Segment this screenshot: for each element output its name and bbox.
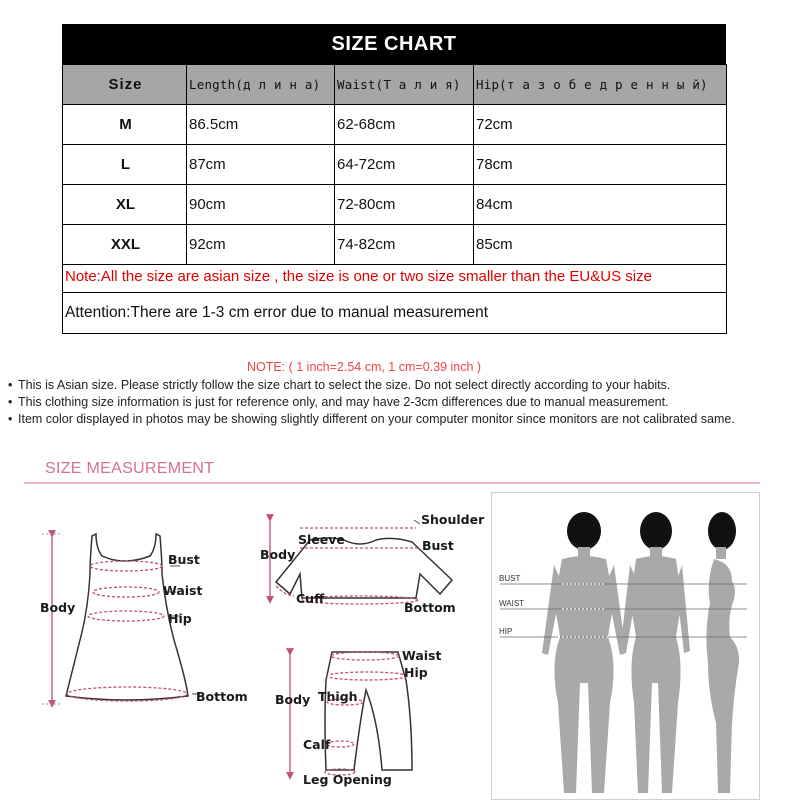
- inch-conversion-note: NOTE: ( 1 inch=2.54 cm, 1 cm=0.39 inch ): [246, 360, 482, 374]
- pants-thigh-label: Thigh: [318, 689, 358, 704]
- cell-hip: 85cm: [474, 225, 727, 265]
- cell-length: 86.5cm: [187, 105, 335, 145]
- attention-note: Attention:There are 1-3 cm error due to manual measurement: [63, 293, 727, 334]
- cell-waist: 64-72cm: [335, 145, 474, 185]
- side-silhouette: [706, 512, 739, 793]
- cell-size: XXL: [63, 225, 187, 265]
- pants-body-label: Body: [275, 692, 311, 707]
- dress-bottom-label: Bottom: [196, 689, 248, 704]
- header-length: Length(д л и н а): [187, 65, 335, 105]
- pants-illustration: [290, 652, 412, 776]
- top-cuff-label: Cuff: [296, 591, 325, 606]
- front-silhouette: [542, 512, 626, 793]
- top-bust-label: Bust: [422, 538, 454, 553]
- bullet-item: • Item color displayed in photos may be showing slightly different on your computer monitor since monitors are not calibrated same.: [8, 411, 788, 428]
- cell-length: 92cm: [187, 225, 335, 265]
- cell-hip: 72cm: [474, 105, 727, 145]
- cell-hip: 84cm: [474, 185, 727, 225]
- pants-leg-opening-label: Leg Opening: [303, 772, 392, 787]
- cell-length: 90cm: [187, 185, 335, 225]
- header-size: Size: [63, 65, 187, 105]
- cell-waist: 62-68cm: [335, 105, 474, 145]
- dress-waist-label: Waist: [163, 583, 203, 598]
- pants-hip-label: Hip: [404, 665, 428, 680]
- chart-title: SIZE CHART: [62, 24, 726, 64]
- asian-size-note: Note:All the size are asian size , the size is one or two size smaller than the EU&US size: [63, 265, 727, 293]
- header-hip: Hip(т а з о б е д р е н н ы й): [474, 65, 727, 105]
- top-sleeve-label: Sleeve: [298, 532, 345, 547]
- cell-size: M: [63, 105, 187, 145]
- cell-waist: 74-82cm: [335, 225, 474, 265]
- pants-calf-label: Calf: [303, 737, 331, 752]
- cell-waist: 72-80cm: [335, 185, 474, 225]
- dress-body-label: Body: [40, 600, 76, 615]
- body-silhouettes: [492, 493, 760, 800]
- top-bottom-label: Bottom: [404, 600, 456, 615]
- cell-size: XL: [63, 185, 187, 225]
- size-measurement-title: SIZE MEASUREMENT: [45, 460, 215, 477]
- panel-hip-label: HIP: [499, 627, 513, 636]
- angled-silhouette: [620, 512, 690, 793]
- panel-bust-label: BUST: [499, 574, 521, 583]
- top-body-label: Body: [260, 547, 296, 562]
- pants-waist-label: Waist: [402, 648, 442, 663]
- cell-hip: 78cm: [474, 145, 727, 185]
- dress-bust-label: Bust: [168, 552, 200, 567]
- bullet-item: • This clothing size information is just for reference only, and may have 2-3cm differences due to manual measurement.: [8, 394, 788, 411]
- top-shoulder-label: Shoulder: [421, 512, 485, 527]
- panel-waist-label: WAIST: [499, 599, 525, 608]
- header-waist: Waist(Т а л и я): [335, 65, 474, 105]
- cell-size: L: [63, 145, 187, 185]
- bullet-item: • This is Asian size. Please strictly follow the size chart to select the size. Do not select directly according to your habits.: [8, 377, 788, 394]
- body-reference-panel: [491, 492, 760, 800]
- cell-length: 87cm: [187, 145, 335, 185]
- dress-hip-label: Hip: [168, 611, 192, 626]
